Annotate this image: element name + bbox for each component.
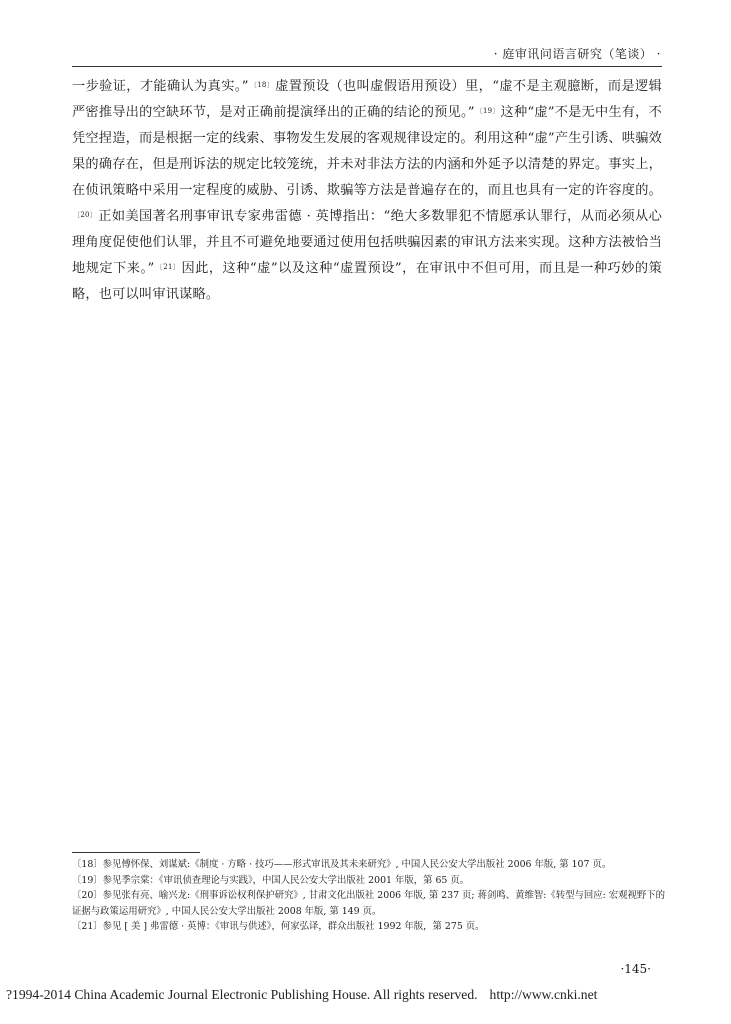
footnote-18: 〔18〕参见傅怀保、刘谋斌:《制度 · 方略 · 技巧——形式审讯及其未来研究》, 中国人民公安大学出版社 2006 年版, 第 107 页。 (72, 859, 612, 870)
copyright-text: ?1994-2014 China Academic Journal Electronic Publishing House. All rights reserved. (6, 987, 478, 1002)
cnki-url: http://www.cnki.net (489, 987, 598, 1002)
sentence-3: 这种“虚”不是无中生有，不凭空捏造，而是根据一定的线索、事物发生发展的客观规律设定的。利用这种“虚”产生引诱、哄骗效果的确存在，但是刑诉法的规定比较笼统，并未对非法方法的内涵和外延予以清楚的界定。事实上，在侦讯策略中采用一定程度的威胁、引诱、欺骗等方法是普遍存在的，而且也具有一定的许容度的。 (72, 105, 662, 198)
paragraph (72, 74, 662, 308)
running-header: · 庭审讯问语言研究（笔谈） · (493, 47, 661, 61)
publisher-watermark (6, 987, 597, 1003)
footnote-rule (72, 852, 200, 853)
footnote-ref-18[interactable]: 〔18〕 (249, 81, 275, 89)
footnotes (72, 857, 672, 935)
page-number: ·145· (620, 962, 651, 976)
footnote-ref-19[interactable]: 〔19〕 (475, 107, 500, 115)
sentence-2: 虚置预设（也叫虚假语用预设）里，“虚不是主观臆断，而是逻辑严密推导出的空缺环节，是对正确前提演绎出的正确的结论的预见。” (72, 79, 662, 120)
sentence-4: 正如美国著名刑事审讯专家弗雷德 · 英博指出：“绝大多数罪犯不情愿承认罪行，从而必须从心理角度促使他们认罪，并且不可避免地要通过使用包括哄骗因素的审讯方法来实现。这种方法被恰当地规定下来。” (72, 209, 662, 276)
footnote-20: 〔20〕参见张有亮、喻兴龙:《刑事诉讼权利保护研究》, 甘肃文化出版社 2006 年版, 第 237 页; 蒋剑鸣、黄维智:《转型与回应: 宏观视野下的证据与政策运用研究》, 中国人民公安大学出版社 2008 年版, 第 149 页。 (72, 890, 665, 917)
footnote-ref-20[interactable]: 〔20〕 (73, 211, 98, 219)
footnote-21: 〔21〕参见 [ 美 ] 弗雷德 · 英博：《审讯与供述》，何家弘译，群众出版社 1992 年版，第 275 页。 (72, 921, 485, 933)
sentence-5: 因此，这种“虚”以及这种“虚置预设”，在审讯中不但可用，而且是一种巧妙的策略，也可以叫审讯谋略。 (72, 261, 662, 302)
footnote-19: 〔19〕参见季宗棠：《审讯侦查理论与实践》，中国人民公安大学出版社 2001 年版，第 65 页。 (72, 874, 470, 886)
sentence-1: 一步验证，才能确认为真实。” (72, 79, 249, 94)
header-rule (72, 66, 662, 67)
footnote-ref-21[interactable]: 〔21〕 (155, 263, 181, 271)
body-paragraph (72, 74, 662, 308)
